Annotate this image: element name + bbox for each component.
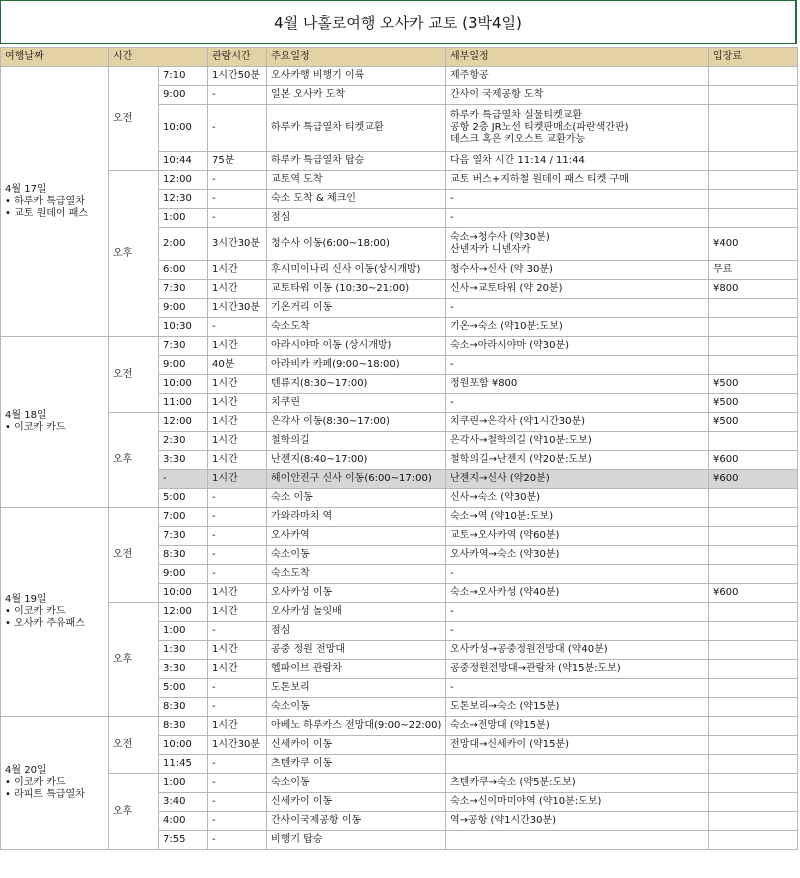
fee-cell[interactable]: [709, 209, 798, 228]
detail-schedule-cell[interactable]: 청수사→신사 (약 30분): [446, 261, 709, 280]
table-row: [1, 603, 798, 622]
time-cell[interactable]: 9:00: [159, 565, 208, 584]
main-schedule-cell[interactable]: 하루카 특급열차 티켓교환: [267, 105, 446, 152]
time-cell[interactable]: 1:30: [159, 641, 208, 660]
detail-schedule-cell[interactable]: 전망대→신세카이 (약15분): [446, 736, 709, 755]
fee-cell[interactable]: ¥600: [709, 584, 798, 603]
detail-schedule-cell[interactable]: 숙소→신이마미야역 (약10분:도보): [446, 793, 709, 812]
duration-cell[interactable]: -: [208, 831, 267, 850]
detail-schedule-cell[interactable]: 다음 열차 시간 11:14 / 11:44: [446, 152, 709, 171]
detail-schedule-cell[interactable]: -: [446, 622, 709, 641]
time-cell[interactable]: 7:00: [159, 508, 208, 527]
time-cell[interactable]: 7:30: [159, 527, 208, 546]
detail-schedule-cell[interactable]: 숙소→청수사 (약30분) 산넨자카 니넨자카: [446, 228, 709, 261]
main-schedule-cell[interactable]: 헵파이브 관람차: [267, 660, 446, 679]
period-cell[interactable]: 오후: [109, 413, 159, 508]
fee-cell[interactable]: ¥400: [709, 228, 798, 261]
fee-cell[interactable]: [709, 67, 798, 86]
duration-cell[interactable]: 3시간30분: [208, 228, 267, 261]
main-schedule-cell[interactable]: 아라시야마 이동 (상시개방): [267, 337, 446, 356]
detail-schedule-cell[interactable]: 숙소→아라시야마 (약30분): [446, 337, 709, 356]
duration-cell[interactable]: 1시간: [208, 603, 267, 622]
time-cell[interactable]: 10:00: [159, 105, 208, 152]
detail-schedule-cell[interactable]: 숙소→전망대 (약15분): [446, 717, 709, 736]
main-schedule-cell[interactable]: 오사카행 비행기 이륙: [267, 67, 446, 86]
time-cell[interactable]: 12:30: [159, 190, 208, 209]
fee-cell[interactable]: [709, 793, 798, 812]
fee-cell[interactable]: [709, 190, 798, 209]
detail-schedule-cell[interactable]: 숙소→역 (약10분:도보): [446, 508, 709, 527]
main-schedule-cell[interactable]: 교토역 도착: [267, 171, 446, 190]
duration-cell[interactable]: 1시간: [208, 337, 267, 356]
main-schedule-cell[interactable]: 하루카 특급열차 탑승: [267, 152, 446, 171]
fee-cell[interactable]: ¥600: [709, 470, 798, 489]
duration-cell[interactable]: 1시간30분: [208, 736, 267, 755]
main-schedule-cell[interactable]: 아베노 하루카스 전망대(9:00~22:00): [267, 717, 446, 736]
main-schedule-cell[interactable]: 점심: [267, 622, 446, 641]
duration-cell[interactable]: 1시간: [208, 375, 267, 394]
time-cell[interactable]: 10:30: [159, 318, 208, 337]
fee-cell[interactable]: [709, 299, 798, 318]
duration-cell[interactable]: -: [208, 698, 267, 717]
duration-cell[interactable]: 1시간30분: [208, 299, 267, 318]
detail-schedule-cell[interactable]: 츠텐카쿠→숙소 (약5분:도보): [446, 774, 709, 793]
main-schedule-cell[interactable]: 텐류지(8:30~17:00): [267, 375, 446, 394]
time-cell[interactable]: 7:10: [159, 67, 208, 86]
duration-cell[interactable]: -: [208, 812, 267, 831]
duration-cell[interactable]: 1시간: [208, 584, 267, 603]
time-cell[interactable]: 10:44: [159, 152, 208, 171]
detail-schedule-cell[interactable]: -: [446, 356, 709, 375]
duration-cell[interactable]: 1시간: [208, 432, 267, 451]
main-schedule-cell[interactable]: 기온거리 이동: [267, 299, 446, 318]
duration-cell[interactable]: -: [208, 565, 267, 584]
table-row: [1, 774, 798, 793]
sheet-title[interactable]: 4월 나홀로여행 오사카 교토 (3박4일): [0, 0, 797, 44]
duration-cell[interactable]: -: [208, 679, 267, 698]
header-time[interactable]: 시간: [109, 48, 208, 67]
main-schedule-cell[interactable]: 오사카성 놀잇배: [267, 603, 446, 622]
detail-schedule-cell[interactable]: 난젠지→신사 (약20분): [446, 470, 709, 489]
time-cell[interactable]: 9:00: [159, 356, 208, 375]
detail-schedule-cell[interactable]: 하루카 특급열차 실물티켓교환 공항 2층 JR노선 티켓판매소(파란색간판) 데스크 혹은 키오스트 교환가능: [446, 105, 709, 152]
detail-schedule-cell[interactable]: 도톤보리→숙소 (약15분): [446, 698, 709, 717]
detail-schedule-cell[interactable]: 공중정원전망대→관람차 (약15분:도보): [446, 660, 709, 679]
main-schedule-cell[interactable]: 숙소이동: [267, 546, 446, 565]
main-schedule-cell[interactable]: 숙소이동: [267, 698, 446, 717]
date-cell[interactable]: 4월 20일 • 이코카 카드 • 라피트 특급열차: [1, 717, 109, 850]
table-row: [1, 337, 798, 356]
fee-cell[interactable]: [709, 337, 798, 356]
header-date[interactable]: 여행날짜: [1, 48, 109, 67]
fee-cell[interactable]: [709, 736, 798, 755]
detail-schedule-cell[interactable]: 오사카역→숙소 (약30분): [446, 546, 709, 565]
date-cell[interactable]: 4월 18일 • 이코카 카드: [1, 337, 109, 508]
time-cell[interactable]: 1:00: [159, 622, 208, 641]
fee-cell[interactable]: [709, 546, 798, 565]
duration-cell[interactable]: -: [208, 489, 267, 508]
fee-cell[interactable]: [709, 622, 798, 641]
main-schedule-cell[interactable]: 숙소도착: [267, 565, 446, 584]
fee-cell[interactable]: [709, 774, 798, 793]
duration-cell[interactable]: 1시간: [208, 280, 267, 299]
time-cell[interactable]: 7:55: [159, 831, 208, 850]
main-schedule-cell[interactable]: 공중 정원 전망대: [267, 641, 446, 660]
time-cell[interactable]: 8:30: [159, 546, 208, 565]
time-cell[interactable]: 4:00: [159, 812, 208, 831]
duration-cell[interactable]: 1시간: [208, 660, 267, 679]
time-cell[interactable]: 3:30: [159, 451, 208, 470]
main-schedule-cell[interactable]: 일본 오사카 도착: [267, 86, 446, 105]
time-cell[interactable]: 8:30: [159, 717, 208, 736]
fee-cell[interactable]: [709, 105, 798, 152]
time-cell[interactable]: 6:00: [159, 261, 208, 280]
time-cell[interactable]: 3:40: [159, 793, 208, 812]
fee-cell[interactable]: [709, 641, 798, 660]
detail-schedule-cell[interactable]: 은각사→철학의길 (약10분:도보): [446, 432, 709, 451]
detail-schedule-cell[interactable]: -: [446, 209, 709, 228]
duration-cell[interactable]: 75분: [208, 152, 267, 171]
fee-cell[interactable]: 무료: [709, 261, 798, 280]
fee-cell[interactable]: ¥800: [709, 280, 798, 299]
table-row: [1, 171, 798, 190]
main-schedule-cell[interactable]: 도톤보리: [267, 679, 446, 698]
duration-cell[interactable]: -: [208, 755, 267, 774]
time-cell[interactable]: 12:00: [159, 171, 208, 190]
fee-cell[interactable]: [709, 565, 798, 584]
time-cell[interactable]: 2:30: [159, 432, 208, 451]
time-cell[interactable]: 12:00: [159, 603, 208, 622]
time-cell[interactable]: 10:00: [159, 736, 208, 755]
main-schedule-cell[interactable]: 간사이국제공항 이동: [267, 812, 446, 831]
time-cell[interactable]: 2:00: [159, 228, 208, 261]
detail-schedule-cell[interactable]: -: [446, 679, 709, 698]
time-cell[interactable]: 1:00: [159, 774, 208, 793]
period-cell[interactable]: 오전: [109, 67, 159, 171]
duration-cell[interactable]: 1시간: [208, 717, 267, 736]
main-schedule-cell[interactable]: 헤이안진구 신사 이동(6:00~17:00): [267, 470, 446, 489]
time-cell[interactable]: 10:00: [159, 375, 208, 394]
fee-cell[interactable]: ¥500: [709, 394, 798, 413]
duration-cell[interactable]: 1시간: [208, 413, 267, 432]
fee-cell[interactable]: [709, 171, 798, 190]
main-schedule-cell[interactable]: 은각사 이동(8:30~17:00): [267, 413, 446, 432]
duration-cell[interactable]: 40분: [208, 356, 267, 375]
table-row: [1, 67, 798, 86]
detail-schedule-cell[interactable]: 신사→교토타워 (약 20분): [446, 280, 709, 299]
detail-schedule-cell[interactable]: 역→공항 (약1시간30분): [446, 812, 709, 831]
time-cell[interactable]: 7:30: [159, 280, 208, 299]
detail-schedule-cell[interactable]: -: [446, 394, 709, 413]
period-cell[interactable]: 오후: [109, 774, 159, 850]
fee-cell[interactable]: ¥500: [709, 375, 798, 394]
time-cell[interactable]: 9:00: [159, 86, 208, 105]
duration-cell[interactable]: -: [208, 105, 267, 152]
itinerary-table: [0, 47, 798, 850]
fee-cell[interactable]: [709, 86, 798, 105]
time-cell[interactable]: 8:30: [159, 698, 208, 717]
fee-cell[interactable]: [709, 489, 798, 508]
time-cell[interactable]: 9:00: [159, 299, 208, 318]
main-schedule-cell[interactable]: 아라비카 카페(9:00~18:00): [267, 356, 446, 375]
fee-cell[interactable]: [709, 152, 798, 171]
main-schedule-cell[interactable]: 신세카이 이동: [267, 793, 446, 812]
table-row: [1, 717, 798, 736]
period-cell[interactable]: 오전: [109, 717, 159, 774]
detail-schedule-cell[interactable]: [446, 831, 709, 850]
duration-cell[interactable]: -: [208, 318, 267, 337]
fee-cell[interactable]: ¥600: [709, 451, 798, 470]
fee-cell[interactable]: [709, 698, 798, 717]
time-cell[interactable]: 11:00: [159, 394, 208, 413]
duration-cell[interactable]: -: [208, 209, 267, 228]
fee-cell[interactable]: [709, 755, 798, 774]
fee-cell[interactable]: [709, 527, 798, 546]
fee-cell[interactable]: [709, 432, 798, 451]
fee-cell[interactable]: [709, 660, 798, 679]
main-schedule-cell[interactable]: 난젠지(8:40~17:00): [267, 451, 446, 470]
time-cell[interactable]: 11:45: [159, 755, 208, 774]
table-row: [1, 508, 798, 527]
period-cell[interactable]: 오전: [109, 337, 159, 413]
period-cell[interactable]: 오후: [109, 171, 159, 337]
time-cell[interactable]: 3:30: [159, 660, 208, 679]
period-cell[interactable]: 오후: [109, 603, 159, 717]
time-cell[interactable]: 5:00: [159, 489, 208, 508]
duration-cell[interactable]: 1시간: [208, 394, 267, 413]
duration-cell[interactable]: -: [208, 508, 267, 527]
fee-cell[interactable]: [709, 831, 798, 850]
table-body: [1, 48, 798, 850]
duration-cell[interactable]: -: [208, 190, 267, 209]
date-cell[interactable]: 4월 17일 • 하루카 특급열차 • 교토 원데이 패스: [1, 67, 109, 337]
time-cell[interactable]: 5:00: [159, 679, 208, 698]
duration-cell[interactable]: 1시간: [208, 470, 267, 489]
main-schedule-cell[interactable]: 비행기 탑승: [267, 831, 446, 850]
detail-schedule-cell[interactable]: 신사→숙소 (약30분): [446, 489, 709, 508]
fee-cell[interactable]: [709, 318, 798, 337]
duration-cell[interactable]: 1시간: [208, 261, 267, 280]
main-schedule-cell[interactable]: 교토타워 이동 (10:30~21:00): [267, 280, 446, 299]
detail-schedule-cell[interactable]: 숙소→오사카성 (약40분): [446, 584, 709, 603]
header-detail[interactable]: 세부일정: [446, 48, 709, 67]
header-duration[interactable]: 관람시간: [208, 48, 267, 67]
period-cell[interactable]: 오전: [109, 508, 159, 603]
time-cell[interactable]: -: [159, 470, 208, 489]
time-cell[interactable]: 7:30: [159, 337, 208, 356]
duration-cell[interactable]: -: [208, 546, 267, 565]
duration-cell[interactable]: 1시간: [208, 451, 267, 470]
detail-schedule-cell[interactable]: 치쿠린→은각사 (약1시간30분): [446, 413, 709, 432]
time-cell[interactable]: 1:00: [159, 209, 208, 228]
detail-schedule-cell[interactable]: 기온→숙소 (약10분:도보): [446, 318, 709, 337]
fee-cell[interactable]: [709, 603, 798, 622]
main-schedule-cell[interactable]: 점심: [267, 209, 446, 228]
main-schedule-cell[interactable]: 치쿠린: [267, 394, 446, 413]
main-schedule-cell[interactable]: 츠텐카쿠 이동: [267, 755, 446, 774]
main-schedule-cell[interactable]: 숙소도착: [267, 318, 446, 337]
detail-schedule-cell[interactable]: 교토→오사카역 (약60분): [446, 527, 709, 546]
duration-cell[interactable]: -: [208, 622, 267, 641]
detail-schedule-cell[interactable]: 철학의길→난젠지 (약20분:도보): [446, 451, 709, 470]
header-row: [1, 48, 798, 67]
date-cell[interactable]: 4월 19일 • 이코카 카드 • 오사카 주유패스: [1, 508, 109, 717]
main-schedule-cell[interactable]: 후시미이나리 신사 이동(상시개방): [267, 261, 446, 280]
duration-cell[interactable]: -: [208, 527, 267, 546]
header-main[interactable]: 주요일정: [267, 48, 446, 67]
main-schedule-cell[interactable]: 가와라마치 역: [267, 508, 446, 527]
main-schedule-cell[interactable]: 신세카이 이동: [267, 736, 446, 755]
detail-schedule-cell[interactable]: 제주항공: [446, 67, 709, 86]
header-fee[interactable]: 입장료: [709, 48, 798, 67]
duration-cell[interactable]: -: [208, 86, 267, 105]
detail-schedule-cell[interactable]: 오사카성→공중정원전망대 (약40분): [446, 641, 709, 660]
detail-schedule-cell[interactable]: 정원포함 ¥800: [446, 375, 709, 394]
duration-cell[interactable]: -: [208, 774, 267, 793]
detail-schedule-cell[interactable]: 교토 버스+지하철 원데이 패스 티켓 구매: [446, 171, 709, 190]
main-schedule-cell[interactable]: 오사카성 이동: [267, 584, 446, 603]
main-schedule-cell[interactable]: 철학의길: [267, 432, 446, 451]
time-cell[interactable]: 12:00: [159, 413, 208, 432]
table-row: [1, 413, 798, 432]
fee-cell[interactable]: [709, 356, 798, 375]
main-schedule-cell[interactable]: 숙소 도착 & 체크인: [267, 190, 446, 209]
fee-cell[interactable]: [709, 679, 798, 698]
main-schedule-cell[interactable]: 청수사 이동(6:00~18:00): [267, 228, 446, 261]
fee-cell[interactable]: [709, 812, 798, 831]
detail-schedule-cell[interactable]: [446, 755, 709, 774]
detail-schedule-cell[interactable]: 간사이 국제공항 도착: [446, 86, 709, 105]
time-cell[interactable]: 10:00: [159, 584, 208, 603]
main-schedule-cell[interactable]: 숙소이동: [267, 774, 446, 793]
duration-cell[interactable]: -: [208, 171, 267, 190]
duration-cell[interactable]: -: [208, 793, 267, 812]
duration-cell[interactable]: 1시간50분: [208, 67, 267, 86]
detail-schedule-cell[interactable]: -: [446, 603, 709, 622]
detail-schedule-cell[interactable]: -: [446, 565, 709, 584]
main-schedule-cell[interactable]: 숙소 이동: [267, 489, 446, 508]
fee-cell[interactable]: [709, 717, 798, 736]
main-schedule-cell[interactable]: 오사카역: [267, 527, 446, 546]
fee-cell[interactable]: ¥500: [709, 413, 798, 432]
detail-schedule-cell[interactable]: -: [446, 299, 709, 318]
fee-cell[interactable]: [709, 508, 798, 527]
detail-schedule-cell[interactable]: -: [446, 190, 709, 209]
duration-cell[interactable]: 1시간: [208, 641, 267, 660]
